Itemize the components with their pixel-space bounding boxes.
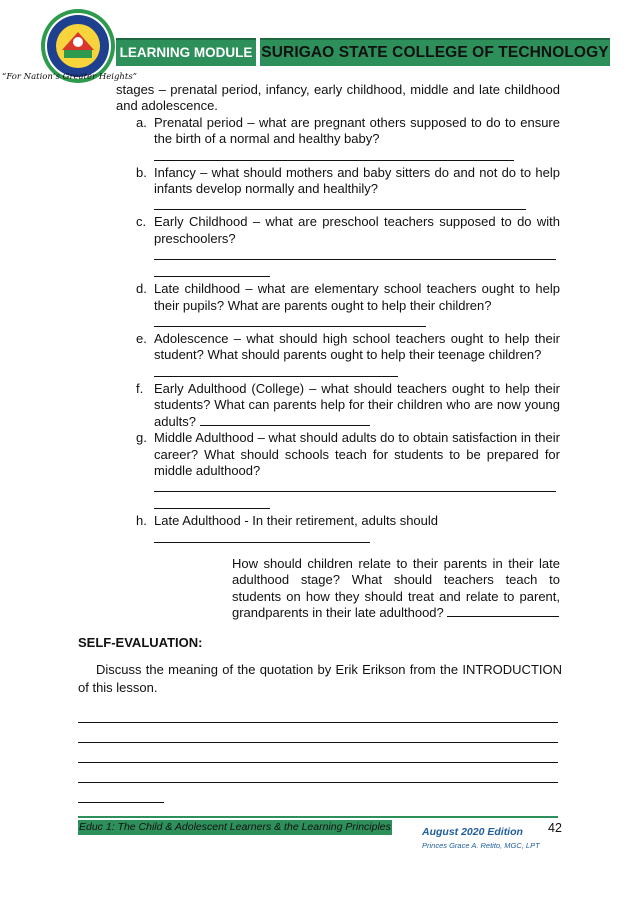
item-label: a. bbox=[136, 114, 147, 130]
intro-text: stages – prenatal period, infancy, early childhood, middle and late childhood and adolescence. bbox=[116, 82, 560, 114]
footer-course-title: Educ 1: The Child & Adolescent Learners & the Learning Principles bbox=[79, 821, 391, 833]
item-label: h. bbox=[136, 513, 147, 529]
item-text: Infancy – what should mothers and baby sitters do and not do to help infants develop normally and healthily? bbox=[154, 164, 560, 197]
college-motto: “For Nation’s Greater Heights” bbox=[2, 72, 138, 82]
footer-divider bbox=[78, 816, 558, 818]
answer-line bbox=[78, 744, 558, 763]
item-text: Early Adulthood (College) – what should teachers ought to help their students? What can parents help for their children who are now young adults? bbox=[154, 380, 560, 429]
answer-line bbox=[154, 496, 270, 509]
question-item bbox=[116, 165, 560, 211]
item-text: Late childhood – what are elementary school teachers ought to help their pupils? What are parents ought to help their children? bbox=[154, 281, 560, 313]
footer-author: Princes Grace A. Retito, MGC, LPT bbox=[422, 841, 540, 850]
question-item bbox=[116, 513, 560, 542]
page-number: 42 bbox=[548, 821, 562, 835]
answer-line bbox=[154, 197, 526, 210]
answer-line bbox=[200, 414, 370, 426]
footer-edition: August 2020 Edition bbox=[422, 826, 523, 838]
item-label: g. bbox=[136, 430, 147, 446]
item-label: f. bbox=[136, 380, 144, 396]
answer-line bbox=[154, 247, 556, 260]
answer-line bbox=[154, 314, 426, 327]
item-text: Prenatal period – what are pregnant others supposed to do to ensure the birth of a normal and healthy baby? bbox=[154, 114, 560, 147]
answer-line bbox=[154, 364, 398, 377]
learning-module-label: LEARNING MODULE bbox=[116, 38, 256, 66]
item-label: e. bbox=[136, 331, 147, 347]
question-item bbox=[116, 281, 560, 327]
answer-line bbox=[78, 724, 558, 743]
late-adulthood-question: How should children relate to their parents in their late adulthood stage? What should teachers teach to students on how they should treat and relate to parent, grandparents in their late adulthood? bbox=[232, 555, 560, 620]
item-text: Late Adulthood - In their retirement, adults should bbox=[154, 513, 439, 529]
question-item bbox=[116, 430, 560, 509]
self-evaluation-prompt: Discuss the meaning of the quotation by Erik Erikson from the INTRODUCTION of this lesson. bbox=[78, 662, 562, 695]
item-text: Early Childhood – what are preschool teachers supposed to do with preschoolers? bbox=[154, 214, 560, 246]
answer-line bbox=[78, 704, 558, 723]
answer-lines bbox=[78, 704, 558, 803]
school-name-banner: SURIGAO STATE COLLEGE OF TECHNOLOGY bbox=[260, 38, 610, 66]
question-item bbox=[116, 214, 560, 277]
item-label: b. bbox=[136, 164, 147, 180]
answer-line bbox=[154, 148, 514, 161]
item-text: Middle Adulthood – what should adults do to obtain satisfaction in their career? What should schools teach for students to be prepared for middle adulthood? bbox=[154, 430, 560, 478]
question-item bbox=[116, 381, 560, 430]
answer-line bbox=[78, 784, 164, 803]
answer-line bbox=[154, 264, 270, 277]
answer-line bbox=[154, 530, 370, 543]
item-text: Adolescence – what should high school teachers ought to help their student? What should parents ought to help their teenage children? bbox=[154, 331, 560, 363]
question-item bbox=[116, 331, 560, 377]
late-adulthood-text bbox=[232, 556, 560, 622]
question-item bbox=[116, 115, 560, 161]
answer-line bbox=[447, 605, 559, 617]
item-label: c. bbox=[136, 214, 147, 230]
questions-section bbox=[116, 82, 560, 634]
answer-line bbox=[78, 764, 558, 783]
self-evaluation-heading: SELF-EVALUATION: bbox=[78, 635, 203, 650]
item-label: d. bbox=[136, 281, 147, 297]
answer-line bbox=[154, 479, 556, 492]
